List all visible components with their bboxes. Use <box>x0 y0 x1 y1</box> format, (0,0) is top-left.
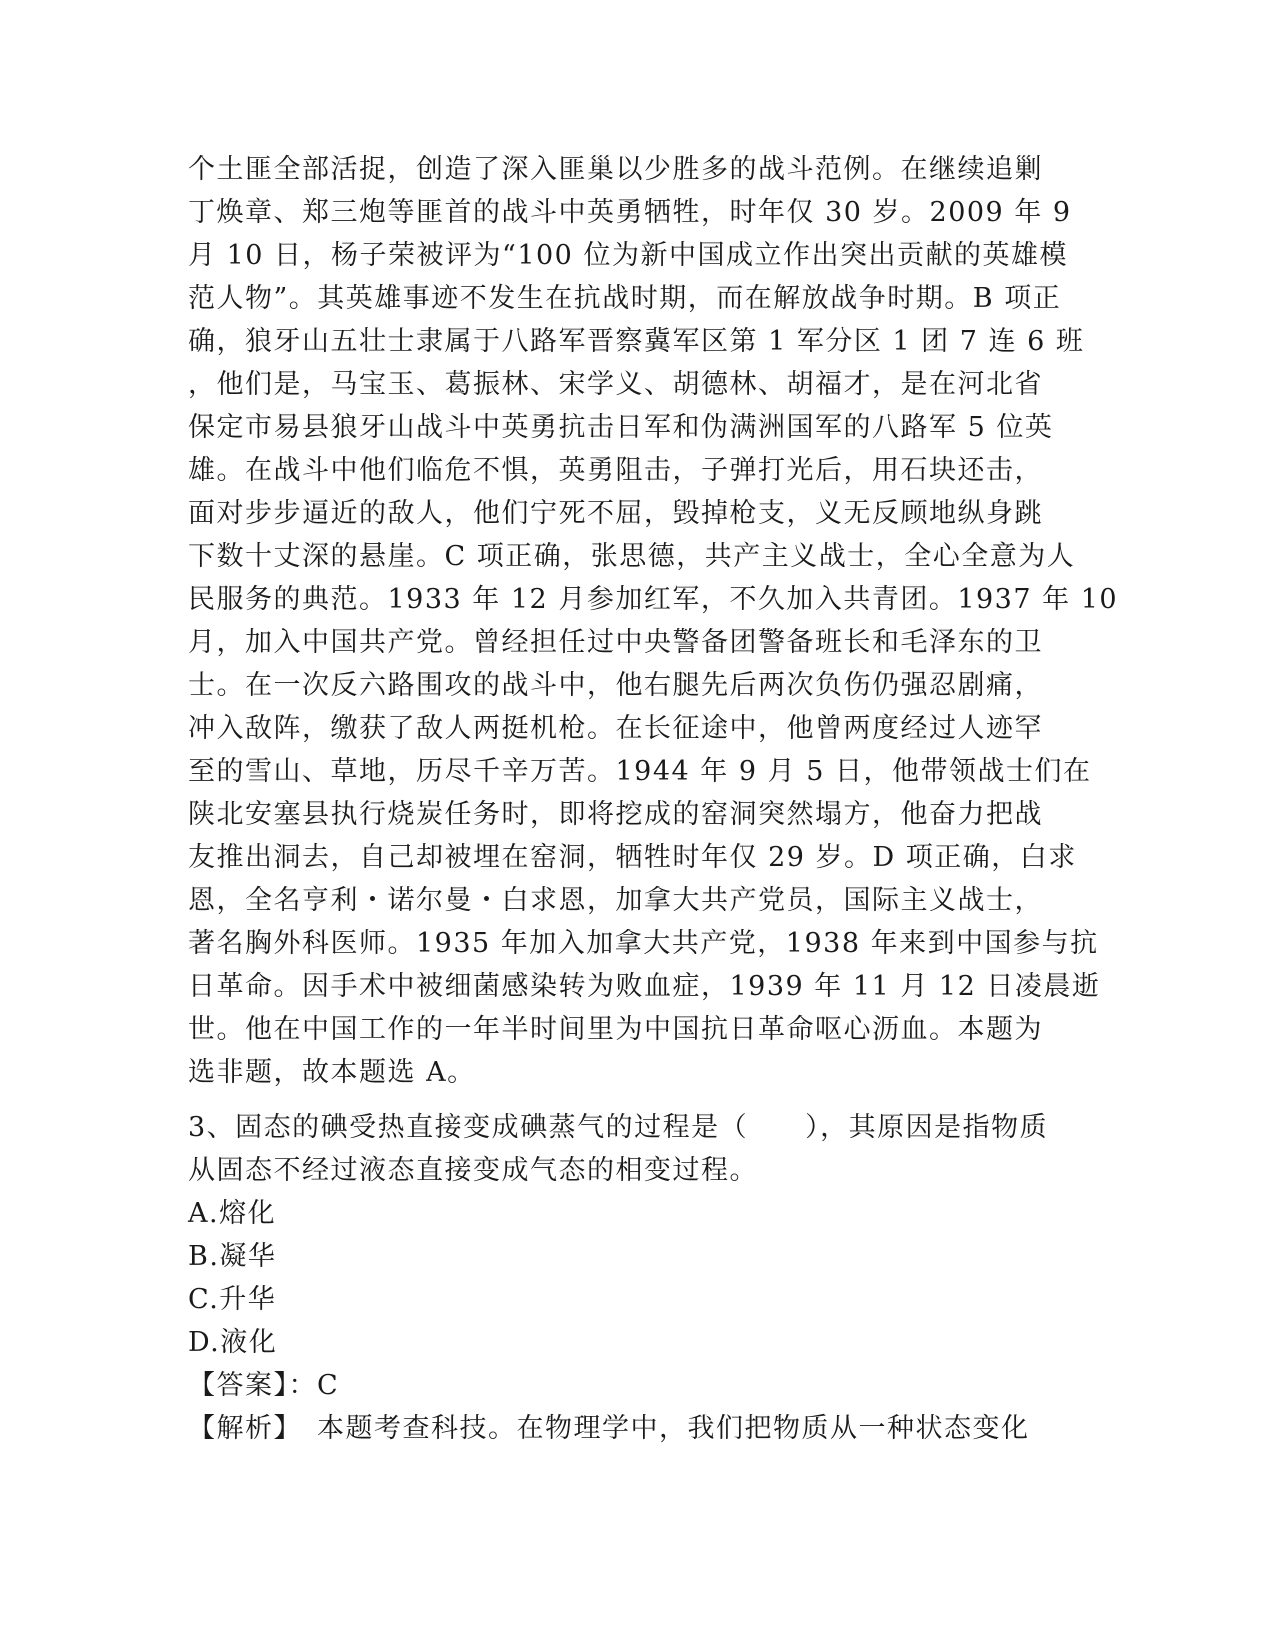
text-line: 世。他在中国工作的一年半时间里为中国抗日革命呕心沥血。本题为 <box>188 1014 1043 1045</box>
text-line: 丁焕章、郑三炮等匪首的战斗中英勇牺牲，时年仅 30 岁。2009 年 9 <box>188 197 1072 228</box>
text-line: 月，加入中国共产党。曾经担任过中央警备团警备班长和毛泽东的卫 <box>188 627 1043 658</box>
explanation-paragraph <box>188 148 1119 1094</box>
text-line: 确，狼牙山五壮士隶属于八路军晋察冀军区第 1 军分区 1 团 7 连 6 班 <box>188 326 1085 357</box>
question-stem-line: 从固态不经过液态直接变成气态的相变过程。 <box>188 1155 758 1186</box>
question-block <box>188 1106 1088 1450</box>
question-stem-line: 3、固态的碘受热直接变成碘蒸气的过程是（ ），其原因是指物质 <box>188 1112 1049 1143</box>
option-b: B.凝华 <box>188 1241 277 1272</box>
text-line: 民服务的典范。1933 年 12 月参加红军，不久加入共青团。1937 年 10 <box>188 584 1119 615</box>
text-line: 冲入敌阵，缴获了敌人两挺机枪。在长征途中，他曾两度经过人迹罕 <box>188 713 1043 744</box>
analysis-line: 【解析】 本题考查科技。在物理学中，我们把物质从一种状态变化 <box>188 1413 1030 1444</box>
option-c: C.升华 <box>188 1284 277 1315</box>
text-line: ，他们是，马宝玉、葛振林、宋学义、胡德林、胡福才，是在河北省 <box>188 369 1043 400</box>
text-line: 下数十丈深的悬崖。C 项正确，张思德，共产主义战士，全心全意为人 <box>188 541 1076 572</box>
text-line: 月 10 日，杨子荣被评为“100 位为新中国成立作出突出贡献的英雄模 <box>188 240 1068 271</box>
text-line: 至的雪山、草地，历尽千辛万苦。1944 年 9 月 5 日，他带领战士们在 <box>188 756 1092 787</box>
text-line: 选非题，故本题选 A。 <box>188 1057 476 1088</box>
text-line: 士。在一次反六路围攻的战斗中，他右腿先后两次负伤仍强忍剧痛， <box>188 670 1043 701</box>
option-d: D.液化 <box>188 1327 278 1358</box>
text-line: 面对步步逼近的敌人，他们宁死不屈，毁掉枪支，义无反顾地纵身跳 <box>188 498 1043 529</box>
text-line: 个土匪全部活捉，创造了深入匪巢以少胜多的战斗范例。在继续追剿 <box>188 154 1043 185</box>
answer-line: 【答案】：C <box>188 1370 340 1401</box>
text-line: 陕北安塞县执行烧炭任务时，即将挖成的窑洞突然塌方，他奋力把战 <box>188 799 1043 830</box>
option-a: A.熔化 <box>188 1198 277 1229</box>
text-line: 保定市易县狼牙山战斗中英勇抗击日军和伪满洲国军的八路军 5 位英 <box>188 412 1054 443</box>
document-page <box>188 148 1119 1450</box>
text-line: 恩，全名亨利・诺尔曼・白求恩，加拿大共产党员，国际主义战士， <box>188 885 1043 916</box>
text-line: 范人物”。其英雄事迹不发生在抗战时期，而在解放战争时期。B 项正 <box>188 283 1062 314</box>
text-line: 雄。在战斗中他们临危不惧，英勇阻击，子弹打光后，用石块还击， <box>188 455 1043 486</box>
text-line: 友推出洞去，自己却被埋在窑洞，牺牲时年仅 29 岁。D 项正确，白求 <box>188 842 1077 873</box>
text-line: 日革命。因手术中被细菌感染转为败血症，1939 年 11 月 12 日凌晨逝 <box>188 971 1101 1002</box>
text-line: 著名胸外科医师。1935 年加入加拿大共产党，1938 年来到中国参与抗 <box>188 928 1099 959</box>
